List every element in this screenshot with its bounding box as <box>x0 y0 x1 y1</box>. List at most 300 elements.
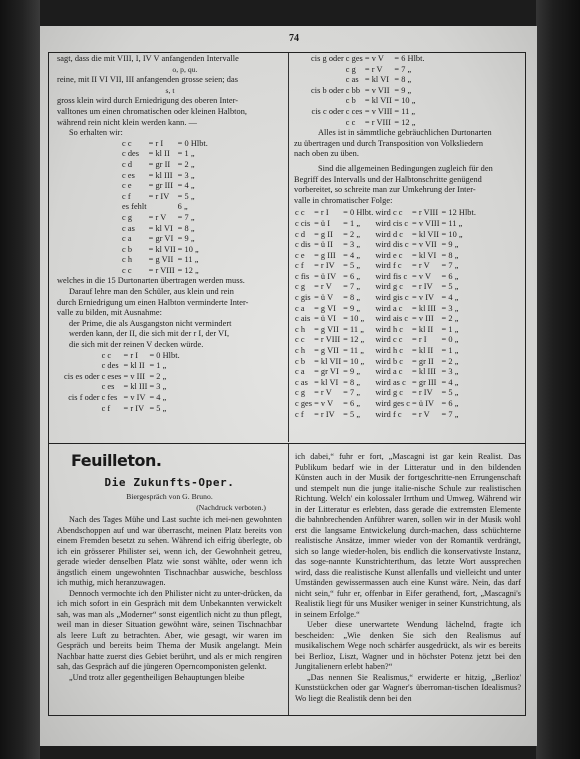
table-cell: = 7 „ <box>343 282 361 292</box>
table-row <box>121 149 209 160</box>
table-cell: = 7 „ <box>177 212 195 222</box>
table-row <box>294 325 477 336</box>
table-cell: = r V <box>314 388 332 398</box>
table-cell: = 9 „ <box>177 234 195 244</box>
table-cell <box>148 202 177 213</box>
table-cell: c des <box>122 149 140 159</box>
table-cell: = 1 „ <box>343 218 361 228</box>
table-cell: = r I <box>123 350 139 360</box>
table-cell: = 11 „ <box>343 324 364 334</box>
table-cell: wird fis c <box>375 271 408 281</box>
table-row <box>121 181 209 192</box>
table-cell: = 10 „ <box>343 356 365 366</box>
table-cell: = 3 „ <box>177 170 195 180</box>
table-cell: wird h c <box>375 346 403 356</box>
table-cell: = ü II <box>314 240 333 250</box>
table-cell: = 1 „ <box>441 346 459 356</box>
story-paragraph: Ueber diese unerwartete Wendung lächelnd, fragte ich bescheiden: „Wie denken Sie sich den Realismus auf musikalischem Wege noch schärfer ausgedrückt, als wir es bereits bei Berlioz, Liszt, Wagner und in höchster Potenz jetzt bei den Jungitalienern erlebt haben?“ <box>295 620 521 671</box>
table-cell: = gr III <box>148 181 174 191</box>
table-cell: c ces <box>345 106 363 116</box>
table-row <box>63 382 181 393</box>
table-cell: = 5 „ <box>343 409 361 419</box>
table-cell: c c <box>122 265 132 275</box>
table-cell: = r V <box>148 212 167 222</box>
table-cell: c a <box>122 234 132 244</box>
table-cell: = 7 „ <box>441 261 459 271</box>
table-cell: c c <box>295 208 305 218</box>
table-cell: = kl III <box>412 303 436 313</box>
table-cell: = 0 „ <box>441 335 459 345</box>
table-cell: = 8 „ <box>343 377 361 387</box>
table-cell: = r VIII <box>364 117 391 127</box>
table-cell: wird b c <box>375 356 403 366</box>
table-cell: = r IV <box>412 388 433 398</box>
table-cell: = r V <box>314 282 332 292</box>
table-cell: = 6 „ <box>441 399 459 408</box>
table-cell: = 9 „ <box>394 85 412 95</box>
table-cell: = 1 „ <box>149 361 167 371</box>
table-cell: wird a c <box>375 303 403 313</box>
table-row <box>294 388 477 399</box>
table-cell: = 5 „ <box>343 261 361 271</box>
table-cell: = gr VI <box>314 367 339 377</box>
table-cell: wird dis c <box>375 240 409 250</box>
reprint-note: (Nachdruck verboten.) <box>196 502 266 512</box>
table-cell: wird c c <box>375 335 403 345</box>
table-cell: c ges <box>345 54 363 63</box>
table-row <box>294 208 477 219</box>
table-cell: = r IV <box>412 282 433 292</box>
feuilleton-heading: Feuilleton. <box>71 451 162 470</box>
table-cell <box>310 75 345 86</box>
table-cell: = 2 „ <box>343 229 361 239</box>
table-row <box>294 261 477 272</box>
table-cell: = 9 „ <box>441 240 459 250</box>
table-cell: c ges <box>295 399 313 408</box>
table-cell: c g <box>345 64 356 74</box>
table-cell: = kl VII <box>314 356 342 366</box>
table-cell: c eses <box>101 371 122 381</box>
table-cell: = 8 „ <box>343 293 361 303</box>
table-cell: c gis <box>295 293 311 303</box>
table-cell: wird c c <box>375 208 403 218</box>
table-cell: = r IV <box>314 409 335 419</box>
table-cell: = v IV <box>123 393 146 402</box>
intro-line: s, t <box>165 85 175 95</box>
page-number: 74 <box>289 33 299 44</box>
table-row <box>294 399 477 410</box>
table-cell: = 12 Hlbt. <box>441 208 476 218</box>
table-cell: = gr VI <box>148 234 174 244</box>
table-cell: wird h c <box>375 324 403 334</box>
table-cell: c c <box>295 335 305 345</box>
interval-table-2 <box>63 351 181 415</box>
paragraph-line: der Prime, die als Ausgangston nicht vermindert <box>69 318 232 328</box>
table-cell <box>310 96 345 107</box>
table-row <box>308 54 426 65</box>
table-row <box>63 372 181 383</box>
feuilleton-left-column <box>57 452 282 683</box>
table-cell: c h <box>295 324 306 334</box>
table-cell: = r V <box>364 64 383 74</box>
upper-right-column <box>294 54 522 420</box>
table-cell: c f <box>295 261 304 271</box>
table-row <box>121 255 209 266</box>
table-cell: = v VIII <box>364 106 393 116</box>
table-cell: = v VIII <box>412 218 440 228</box>
table-cell <box>63 351 101 362</box>
table-cell: = 4 „ <box>441 377 459 387</box>
table-cell: = r V <box>412 409 430 419</box>
story-paragraph: Dennoch vermochte ich den Philister nicht zu unter-drücken, da ich mich sofort in ein Gespräch mit dem Unbekannten verwickelt sah, was man als „Moderner“ sonst eigentlich nicht zu thun pflegt, weil man in dieser Situation gewöhnt wäre, seinen Tischnachbar als leere Luft zu betrachten. Aber, wie gesagt, wir waren im Gespräch und bereits beim Thema der Musik angelangt. Mein Nachbar hatte zuerst dies Gebiet berührt, und als er mich rengiren sah, das Gespräch auf die jüngeren Operncomponisten gelenkt. <box>57 588 282 671</box>
table-row <box>121 234 209 245</box>
table-cell: wird e c <box>375 250 403 260</box>
table-cell: c g <box>295 388 306 398</box>
table-cell: cis g oder <box>311 54 344 63</box>
paragraph-line: Begriff des Intervalls und der Halbtonschritte genügend <box>294 174 482 184</box>
table-cell <box>310 118 345 129</box>
table-cell: = 5 „ <box>149 403 167 413</box>
table-cell: = 8 „ <box>441 250 459 260</box>
table-cell: c as <box>122 223 135 233</box>
table-cell: c e <box>295 250 305 260</box>
table-cell: wird f c <box>375 261 402 271</box>
table-row <box>63 351 181 362</box>
table-row <box>294 272 477 283</box>
paragraph-line: valle zu bilden, mit Ausnahme: <box>57 308 162 318</box>
table-cell <box>63 382 101 393</box>
table-cell: = g VII <box>148 255 174 265</box>
table-cell: = v IV <box>412 293 435 303</box>
table-row <box>294 219 477 230</box>
table-cell: c f <box>295 409 304 419</box>
table-cell: = kl VI <box>412 250 437 260</box>
table-cell: = ü VI <box>314 314 336 324</box>
table-cell: c c <box>345 117 356 127</box>
table-cell: = kl VII <box>364 96 392 106</box>
table-cell: = 4 „ <box>177 181 195 191</box>
story-paragraph: Nach des Tages Mühe und Last suchte ich mei-nen gewohnten Abendschoppen auf und war überrascht, meinen Platz bereits von einem Fremden besetzt zu sehen. Während ich eifrig überlegte, ob ich ein grösserer Philister sei, wenn ich, der Gewohnheit getreu, gerade wieder denselben Platz wie sonst wählte, oder wenn ich ängstlich einem ungewohnten Tischnachbar auswiche, beschloss ich muthig, mich heranzuwagen. <box>57 515 282 587</box>
table-cell: = 4 „ <box>149 393 167 402</box>
table-cell: c d <box>295 229 306 239</box>
table-cell: wird ges c <box>375 399 411 408</box>
table-cell: = v VII <box>364 85 390 95</box>
table-cell: = 12 „ <box>177 265 199 275</box>
table-cell: = 2 „ <box>149 371 167 381</box>
table-cell: c h <box>122 255 133 265</box>
table-cell: = 11 „ <box>394 106 416 116</box>
table-cell: c f <box>101 403 111 413</box>
table-cell: = 6 „ <box>343 399 361 408</box>
table-cell: = r I <box>314 208 329 218</box>
paragraph-line: vorbereitet, so schreite man zur Umkehrung der Inter- <box>294 185 476 195</box>
table-cell: = g VII <box>314 346 339 356</box>
table-cell: = 11 „ <box>177 255 199 265</box>
table-cell: wird gis c <box>375 293 409 303</box>
table-cell: cis b oder <box>311 85 344 95</box>
paragraph-line: werden kann, der II, die sich mit der r I, der VI, <box>69 329 230 339</box>
table-cell: = 10 „ <box>441 229 463 239</box>
table-cell: c b <box>295 356 306 366</box>
table-cell <box>63 361 101 372</box>
table-row <box>308 65 426 76</box>
table-row <box>294 367 477 378</box>
table-cell: = kl II <box>412 324 434 334</box>
table-row <box>294 314 477 325</box>
inversion-table <box>294 208 477 420</box>
table-cell: = kl VI <box>148 223 173 233</box>
scan-edge-left <box>0 0 40 759</box>
table-row <box>308 107 426 118</box>
table-cell: c cis <box>295 218 311 228</box>
table-cell: = 8 „ <box>394 75 412 85</box>
table-row <box>294 357 477 368</box>
table-row <box>121 224 209 235</box>
table-cell: c g <box>122 212 133 222</box>
intro-line: So erhalten wir: <box>69 128 123 138</box>
table-cell: cis c oder <box>311 106 344 116</box>
paragraph-line: valle in chromatischer Folge: <box>294 195 393 205</box>
table-cell: c dis <box>295 240 311 250</box>
table-cell: = 1 „ <box>441 324 459 334</box>
table-cell: = 3 „ <box>149 382 167 392</box>
lower-column-rule <box>288 444 289 715</box>
table-cell: = r I <box>412 335 427 345</box>
intro-line: während rein nicht klein werden kann. — <box>57 117 197 127</box>
paragraph-line: Darauf lehre man den Schüler, aus klein und rein <box>69 287 234 297</box>
table-cell: c es <box>122 170 135 180</box>
table-cell: wird d c <box>375 229 403 239</box>
paragraph-line: Sind die allgemeinen Bedingungen zugleich für den <box>318 163 493 173</box>
table-row <box>121 139 209 150</box>
table-cell: = kl II <box>123 361 145 371</box>
table-row <box>294 282 477 293</box>
story-title: Die Zukunfts-Oper. <box>104 476 235 489</box>
table-cell: = gr III <box>412 377 437 387</box>
interval-table-3 <box>308 54 426 128</box>
intro-line: reine, mit II VI VII, III anfangenden grosse seien; das <box>57 75 238 85</box>
table-cell: = ü I <box>314 218 331 228</box>
paragraph-line: Alles ist in sämmtliche gebräuchlichen Durtonarten <box>318 128 492 138</box>
table-cell: = 7 „ <box>394 64 412 74</box>
table-cell: c as <box>345 75 359 85</box>
table-cell: = 11 „ <box>343 346 364 356</box>
table-cell: = 10 „ <box>343 314 365 324</box>
table-cell: = r I <box>148 138 164 148</box>
table-cell: = r VIII <box>412 208 439 218</box>
table-row <box>121 160 209 171</box>
table-cell: = 10 „ <box>177 244 199 254</box>
table-row <box>294 240 477 251</box>
table-row <box>121 213 209 224</box>
table-cell: c a <box>295 367 305 377</box>
table-cell: wird cis c <box>375 218 409 228</box>
table-cell: 6 „ <box>177 202 188 212</box>
table-row <box>121 192 209 203</box>
table-row <box>294 335 477 346</box>
table-cell: = 3 „ <box>343 240 361 250</box>
table-cell: = 5 „ <box>177 191 195 201</box>
story-paragraph: ich dabei,“ fuhr er fort, „Mascagni ist gar kein Realist. Das Publikum bedarf wie in der Litteratur und in den bildenden Künsten auch in der Musik der fortgeschritte-nen Errungenschaft und stempelt nun die junge italie-nische Schule zur realistischen Richtung. Welch' ein kolossaler Irrthum und Umweg. Während wir in der Litteratur es erlebten, dass gerade die extremsten Elemente die bahnbrechenden Anführer waren, sollen wir in der Musik wohl erst die langsame Entwickelung durch-machen, dass schüchterne realistische Ansätze, immer wieder von der Romantik verdrängt, sich so lange wieder-holen, bis endlich die konservativste Instanz, das soge-nannte Kunstrichterthum, das letzte Wort aussprechen wird, dass die realistische Kunst allenfalls und vielleicht und unter Umständen gewissermassen auch eine Kunst wäre. Nein, das darf nicht sein,“ fuhr er, offenbar in Eifer gerathend, fort, „Mascagni's Realistik liegt für uns Musiker weniger in seiner Kunstrichtung, als in seinem Erfolge.“ <box>295 452 521 619</box>
table-cell: = 6 „ <box>441 271 459 281</box>
intro-line: gross klein wird durch Erniedrigung des oberen Inter- <box>57 96 239 106</box>
table-cell: = gr II <box>148 159 171 169</box>
table-cell: = 8 „ <box>177 223 195 233</box>
table-cell <box>310 65 345 76</box>
table-row <box>294 410 477 421</box>
table-row <box>308 86 426 97</box>
table-cell: c a <box>295 303 305 313</box>
table-cell: = 11 „ <box>441 218 463 228</box>
table-cell: c es <box>101 382 115 392</box>
table-cell: c bb <box>345 85 361 95</box>
table-cell: c des <box>101 361 119 371</box>
story-paragraph: „Das nennen Sie Realismus,“ erwiderte er hitzig, „Berlioz' Kunststückchen oder gar Wagner's überroman-tischen Idealismus? Wo liegt die Realistik denn bei den <box>295 672 521 703</box>
table-cell: = kl II <box>412 346 434 356</box>
table-row <box>63 393 181 404</box>
feuilleton-right-column <box>295 452 521 704</box>
table-cell: = 2 „ <box>441 314 459 324</box>
table-cell: = 5 „ <box>441 282 459 292</box>
table-cell: = 6 Hlbt. <box>394 54 425 63</box>
table-cell: cis es oder <box>64 371 100 381</box>
table-row <box>294 251 477 262</box>
story-subtitle: Biergespräch von G. Bruno. <box>126 492 213 501</box>
table-cell: = kl II <box>148 149 170 159</box>
table-cell: = 0 Hlbt. <box>177 138 208 148</box>
table-cell: = kl VI <box>364 75 390 85</box>
scan-edge-right <box>536 0 580 759</box>
table-row <box>294 304 477 315</box>
table-cell: = 9 „ <box>343 303 361 313</box>
table-cell: = v III <box>412 314 434 324</box>
table-cell: = 9 „ <box>343 367 361 377</box>
table-cell: c h <box>295 346 306 356</box>
table-cell: = ü V <box>314 293 334 303</box>
paragraph-line: nach oben zu üben. <box>294 149 359 159</box>
table-cell: wird g c <box>375 282 403 292</box>
table-cell: = kl III <box>412 367 436 377</box>
table-cell: c d <box>122 159 133 169</box>
table-cell: = g VII <box>314 324 339 334</box>
table-cell: = v V <box>314 399 334 408</box>
feuilleton-separator-rule <box>48 443 526 444</box>
table-cell: = 7 „ <box>441 409 459 419</box>
table-cell: = kl VII <box>412 229 440 239</box>
table-cell: = ü IV <box>412 399 435 408</box>
table-cell: = r IV <box>314 261 335 271</box>
table-cell: = r VIII <box>148 265 175 275</box>
table-cell: c ais <box>295 314 311 324</box>
table-cell: es fehlt <box>122 202 147 212</box>
paragraph-line: die sich mit der reinen V decken würde. <box>69 340 204 350</box>
table-cell: = v VII <box>412 240 437 250</box>
table-cell: = g III <box>314 250 336 260</box>
table-cell: c c <box>122 138 132 148</box>
intro-line: sagt, dass die mit VIII, I, IV V anfangenden Intervalle <box>57 54 239 63</box>
table-cell: c as <box>295 377 308 387</box>
upper-left-column <box>57 54 283 414</box>
table-cell: = r V <box>412 261 430 271</box>
table-cell: = v V <box>364 54 384 63</box>
table-cell: = kl VI <box>314 377 339 387</box>
table-cell: = 4 „ <box>343 250 361 260</box>
table-cell: wird a c <box>375 367 403 377</box>
table-row <box>121 171 209 182</box>
table-cell: = r VIII <box>314 335 341 345</box>
intro-line: valltones um einen chromatischen oder kleinen Halbton, <box>57 106 248 116</box>
table-cell: = 5 „ <box>441 388 459 398</box>
table-cell: c fis <box>295 271 310 281</box>
table-cell: = 0 Hlbt. <box>149 350 180 360</box>
table-cell: = 2 „ <box>441 356 459 366</box>
table-cell: = kl III <box>123 382 148 392</box>
table-cell: = 3 „ <box>441 303 459 313</box>
table-row <box>121 245 209 256</box>
table-cell: = gr II <box>412 356 434 366</box>
table-row <box>121 202 209 213</box>
table-cell: wird f c <box>375 409 402 419</box>
table-cell: = 12 „ <box>343 335 365 345</box>
table-row <box>308 75 426 86</box>
table-row <box>63 361 181 372</box>
table-cell: c c <box>101 350 112 360</box>
paragraph-line: zu übertragen und durch Transposition von Volksliedern <box>294 138 484 148</box>
table-cell: = 7 „ <box>343 388 361 398</box>
table-row <box>308 118 426 129</box>
table-cell: = 0 Hlbt. <box>343 208 374 218</box>
table-cell: = g II <box>314 229 333 239</box>
table-cell: = ü IV <box>314 271 337 281</box>
intro-line: o, p, qu. <box>172 64 198 74</box>
table-row <box>294 230 477 241</box>
table-cell: = 10 „ <box>394 96 416 106</box>
table-cell: = 12 „ <box>394 117 416 127</box>
table-cell: c e <box>122 181 132 191</box>
paragraph-line: welches in die 15 Durtonarten übertragen werden muss. <box>57 276 245 286</box>
table-cell: = 4 „ <box>441 293 459 303</box>
table-cell: = g VI <box>314 303 336 313</box>
table-cell: cis f oder <box>68 393 100 402</box>
table-cell: = v V <box>412 271 432 281</box>
table-cell: = 1 „ <box>177 149 195 159</box>
table-row <box>294 293 477 304</box>
table-cell: = r IV <box>148 191 170 201</box>
table-cell: c f <box>122 191 131 201</box>
table-cell: wird g c <box>375 388 403 398</box>
table-cell: = kl III <box>148 170 173 180</box>
table-row <box>294 378 477 389</box>
table-cell: c fes <box>101 393 118 402</box>
table-cell: = v III <box>123 371 146 381</box>
upper-column-rule <box>288 53 289 442</box>
table-row <box>294 346 477 357</box>
table-cell: = r IV <box>123 403 145 413</box>
table-cell: c b <box>122 244 133 254</box>
table-row <box>308 96 426 107</box>
paragraph-line: durch Erniedrigung um einen Halbton verminderte Inter- <box>57 297 249 307</box>
story-paragraph: „Und trotz aller gegentheiligen Behauptungen bleibe <box>69 672 245 682</box>
table-cell <box>63 404 101 415</box>
table-cell: wird as c <box>375 377 406 387</box>
table-row <box>121 266 209 277</box>
table-cell: c g <box>295 282 306 292</box>
table-cell: = 3 „ <box>441 367 459 377</box>
table-cell: wird ais c <box>375 314 409 324</box>
table-row <box>63 404 181 415</box>
interval-table-1 <box>121 139 209 277</box>
table-cell: c b <box>345 96 356 106</box>
